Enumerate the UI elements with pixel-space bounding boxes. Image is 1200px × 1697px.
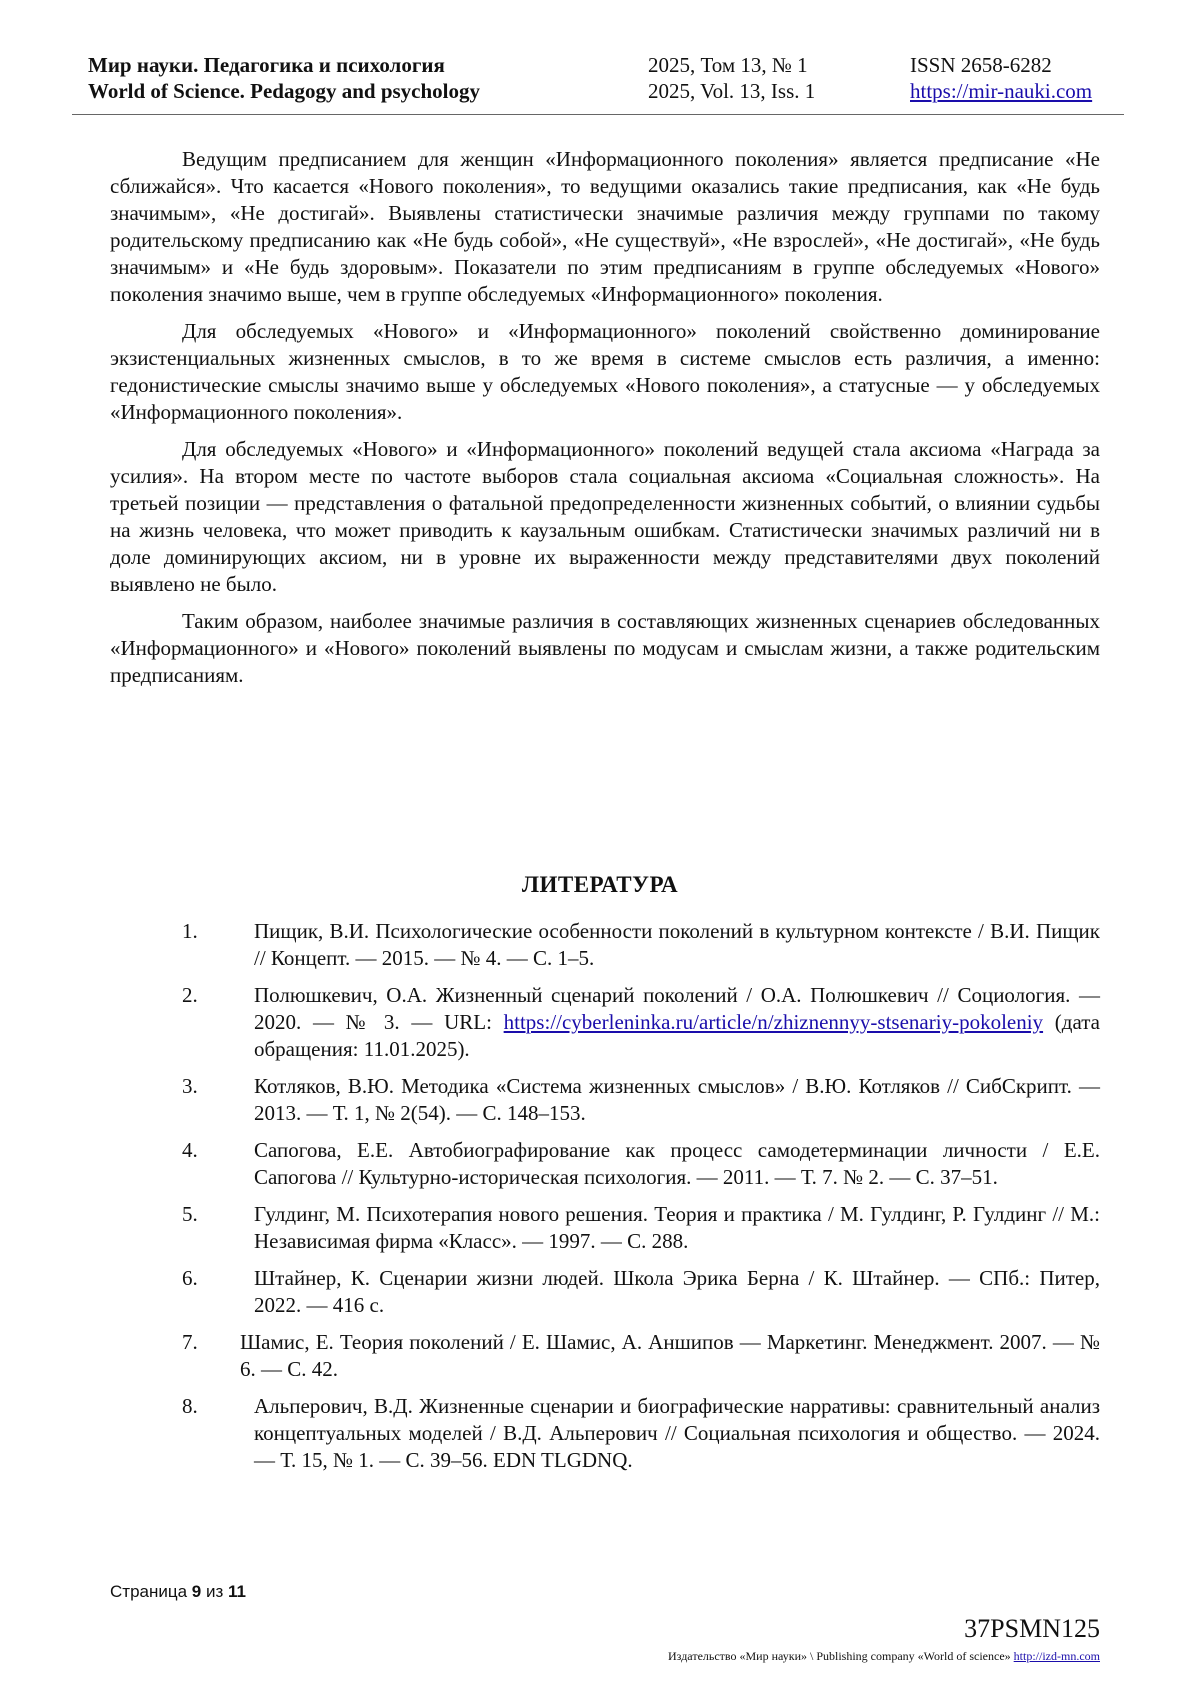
issue-info [648,52,815,104]
reference-text: Сапогова, Е.Е. Автобиографирование как процесс самодетерминации личности / Е.Е. Сапогова // Культурно-историческая психология. — 2011. — Т. 7. № 2. — С. 37–51. [254,1138,1100,1189]
reference-number: 7. [182,1330,198,1354]
reference-text: Котляков, В.Ю. Методика «Система жизненных смыслов» / В.Ю. Котляков // СибСкрипт. — 2013. — Т. 1, № 2(54). — С. 148–153. [254,1074,1100,1125]
reference-text: Альперович, В.Д. Жизненные сценарии и биографические нарративы: сравнительный анализ концептуальных моделей / В.Д. Альперович // Социальная психология и общество. — 2024. — Т. 15, № 1. — С. 39–56. EDN TLGDNQ. [254,1394,1100,1472]
reference-number: 8. [182,1394,198,1418]
issue-en: 2025, Vol. 13, Iss. 1 [648,79,816,103]
issue-ru: 2025, Том 13, № 1 [648,53,808,77]
page-of: из [206,1582,224,1601]
reference-item [110,1329,1100,1383]
journal-title-en: World of Science. Pedagogy and psychology [88,79,481,103]
reference-item [110,1073,1100,1127]
reference-item [110,1201,1100,1255]
reference-text: Пищик, В.И. Психологические особенности поколений в культурном контексте / В.И. Пищик // Концепт. — 2015. — № 4. — С. 1–5. [254,919,1100,970]
reference-number: 5. [182,1202,198,1226]
references-list [110,918,1100,1484]
reference-number: 2. [182,983,198,1007]
reference-item [110,1393,1100,1474]
paragraph: Для обследуемых «Нового» и «Информационного» поколений свойственно доминирование экзистенциальных жизненных смыслов, в то же время в системе смыслов есть различия, а именно: гедонистические смыслы значимо выше у обследуемых «Нового поколения», а статусные — у обследуемых «Информационного поколения». [110,319,1100,424]
publisher-link[interactable]: http://izd-mn.com [1013,1649,1100,1663]
reference-text: Гулдинг, М. Психотерапия нового решения. Теория и практика / М. Гулдинг, Р. Гулдинг // М.: Независимая фирма «Класс». — 1997. — С. 288. [254,1202,1100,1253]
references-heading: ЛИТЕРАТУРА [521,872,679,897]
publisher-text: Издательство «Мир науки» \ Publishing company «World of science» [668,1649,1011,1663]
publisher-line [668,1649,1100,1664]
paragraph: Таким образом, наиболее значимые различия в составляющих жизненных сценариев обследованных «Информационного» и «Нового» поколений выявлены по модусам и смыслам жизни, а также родительским предписаниям. [110,609,1100,687]
reference-number: 3. [182,1074,198,1098]
reference-text: Полюшкевич, О.А. Жизненный сценарий поколений / О.А. Полюшкевич // Социология. — 2020. — № 3. — URL: [254,983,1100,1034]
reference-item [110,1137,1100,1191]
reference-item [110,982,1100,1063]
reference-number: 1. [182,919,198,943]
reference-text: Шамис, Е. Теория поколений / Е. Шамис, А. Аншипов — Маркетинг. Менеджмент. 2007. — № 6. — С. 42. [240,1330,1100,1381]
page-number [110,1582,246,1602]
paragraph: Ведущим предписанием для женщин «Информационного поколения» является предписание «Не сближайся». Что касается «Нового поколения», то ведущими оказались такие предписания, как «Не будь значимым», «Не достигай». Выявлены статистически значимые различия между группами по такому родительскому предписанию как «Не будь собой», «Не существуй», «Не взрослей», «Не достигай», «Не будь значимым» и «Не будь здоровым». Показатели по этим предписаниям в группе обследуемых «Нового» поколения значимо выше, чем в группе обследуемых «Информационного» поколения. [110,147,1100,306]
reference-text: Штайнер, К. Сценарии жизни людей. Школа Эрика Берна / К. Штайнер. — СПб.: Питер, 2022. — 416 с. [254,1266,1100,1317]
reference-item [110,1265,1100,1319]
page-current: 9 [191,1582,202,1601]
reference-url-link[interactable]: https://cyberleninka.ru/article/n/zhiznennyy-stsenariy-pokoleniy [503,1010,1044,1034]
paragraph: Для обследуемых «Нового» и «Информационного» поколений ведущей стала аксиома «Награда за усилия». На втором месте по частоте выборов стала социальная аксиома «Социальная сложность». На третьей позиции — представления о фатальной предопределенности жизненных событий, о влиянии судьбы на жизнь человека, что может приводить к каузальным ошибкам. Статистически значимых различий ни в доле доминирующих аксиом, ни в уровне их выраженности между представителями двух поколений выявлено не было. [110,437,1100,596]
page-header [72,52,1124,115]
reference-number: 6. [182,1266,198,1290]
reference-text-after: (дата обращения: 11.01.2025). [254,1010,1100,1061]
page-prefix: Страница [110,1582,188,1601]
page-total: 11 [228,1582,247,1601]
journal-title [88,52,480,104]
article-code: 37PSMN125 [964,1614,1100,1643]
reference-item [110,918,1100,972]
journal-site-link[interactable]: https://mir-nauki.com [910,79,1093,103]
issn: ISSN 2658-6282 [910,53,1052,77]
issn-block [910,52,1092,104]
reference-number: 4. [182,1138,198,1162]
journal-title-ru: Мир науки. Педагогика и психология [88,53,445,77]
article-body [110,146,1100,699]
